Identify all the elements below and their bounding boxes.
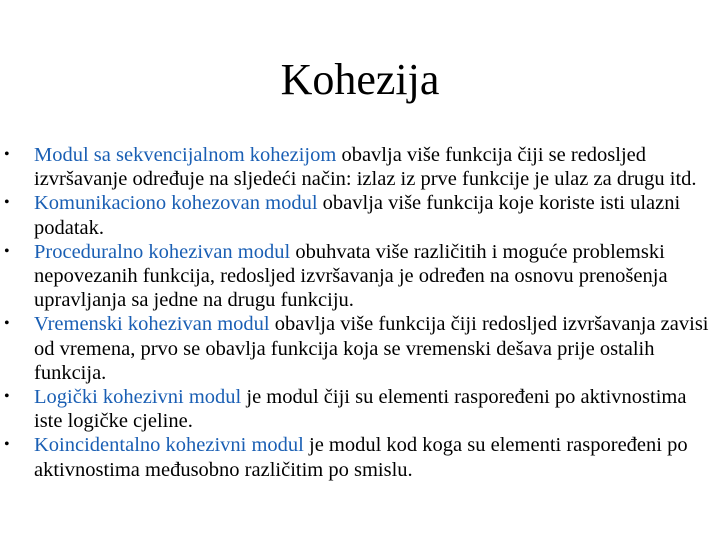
bullet-icon: • xyxy=(4,436,10,454)
bullet-term: Koincidentalno kohezivni modul xyxy=(34,434,304,457)
bullet-item-procedural xyxy=(4,240,714,313)
bullet-list xyxy=(4,143,714,482)
bullet-term: Komunikaciono kohezovan modul xyxy=(34,192,318,215)
bullet-item-communicational xyxy=(4,191,714,239)
bullet-text: obavlja više funkcija čiji se redosljed izvršavanje određuje na sljedeći način: izlaz iz prve funkcije je ulaz za drugu itd. xyxy=(34,144,697,191)
bullet-item-coincidental xyxy=(4,433,714,481)
bullet-term: Proceduralno kohezivan modul xyxy=(34,240,291,263)
bullet-item-temporal xyxy=(4,312,714,385)
slide-title: Kohezija xyxy=(280,55,440,104)
bullet-text: obavlja više funkcija koje koriste isti ulazni podatak. xyxy=(34,192,681,239)
bullet-icon: • xyxy=(4,315,10,333)
bullet-icon: • xyxy=(4,146,10,163)
bullet-term: Logički kohezivni modul xyxy=(34,386,242,409)
bullet-text: je modul čiji su elementi raspoređeni po aktivnostima iste logičke cjeline. xyxy=(34,386,687,433)
bullet-term: Vremenski kohezivan modul xyxy=(34,313,270,336)
bullet-icon: • xyxy=(4,242,10,260)
bullet-item-sequential xyxy=(4,143,714,191)
bullet-icon: • xyxy=(4,388,10,406)
bullet-term: Modul sa sekvencijalnom kohezijom xyxy=(34,144,337,166)
bullet-item-logical xyxy=(4,385,714,433)
bullet-text: je modul kod koga su elementi raspoređeni po aktivnostima međusobno različitim po smislu. xyxy=(34,434,688,481)
bullet-text: obuhvata više različitih i moguće problemski nepovezanih funkcija, redosljed izvršavanja je određen na osnovu prenošenja upravljanja sa jedne na drugu funkciju. xyxy=(34,240,668,312)
bullet-text: obavlja više funkcija čiji redosljed izvršavanja zavisi od vremena, prvo se obavlja funkcija koja se vremenski dešava prije ostalih funkcija. xyxy=(34,313,709,384)
bullet-icon: • xyxy=(4,194,10,212)
